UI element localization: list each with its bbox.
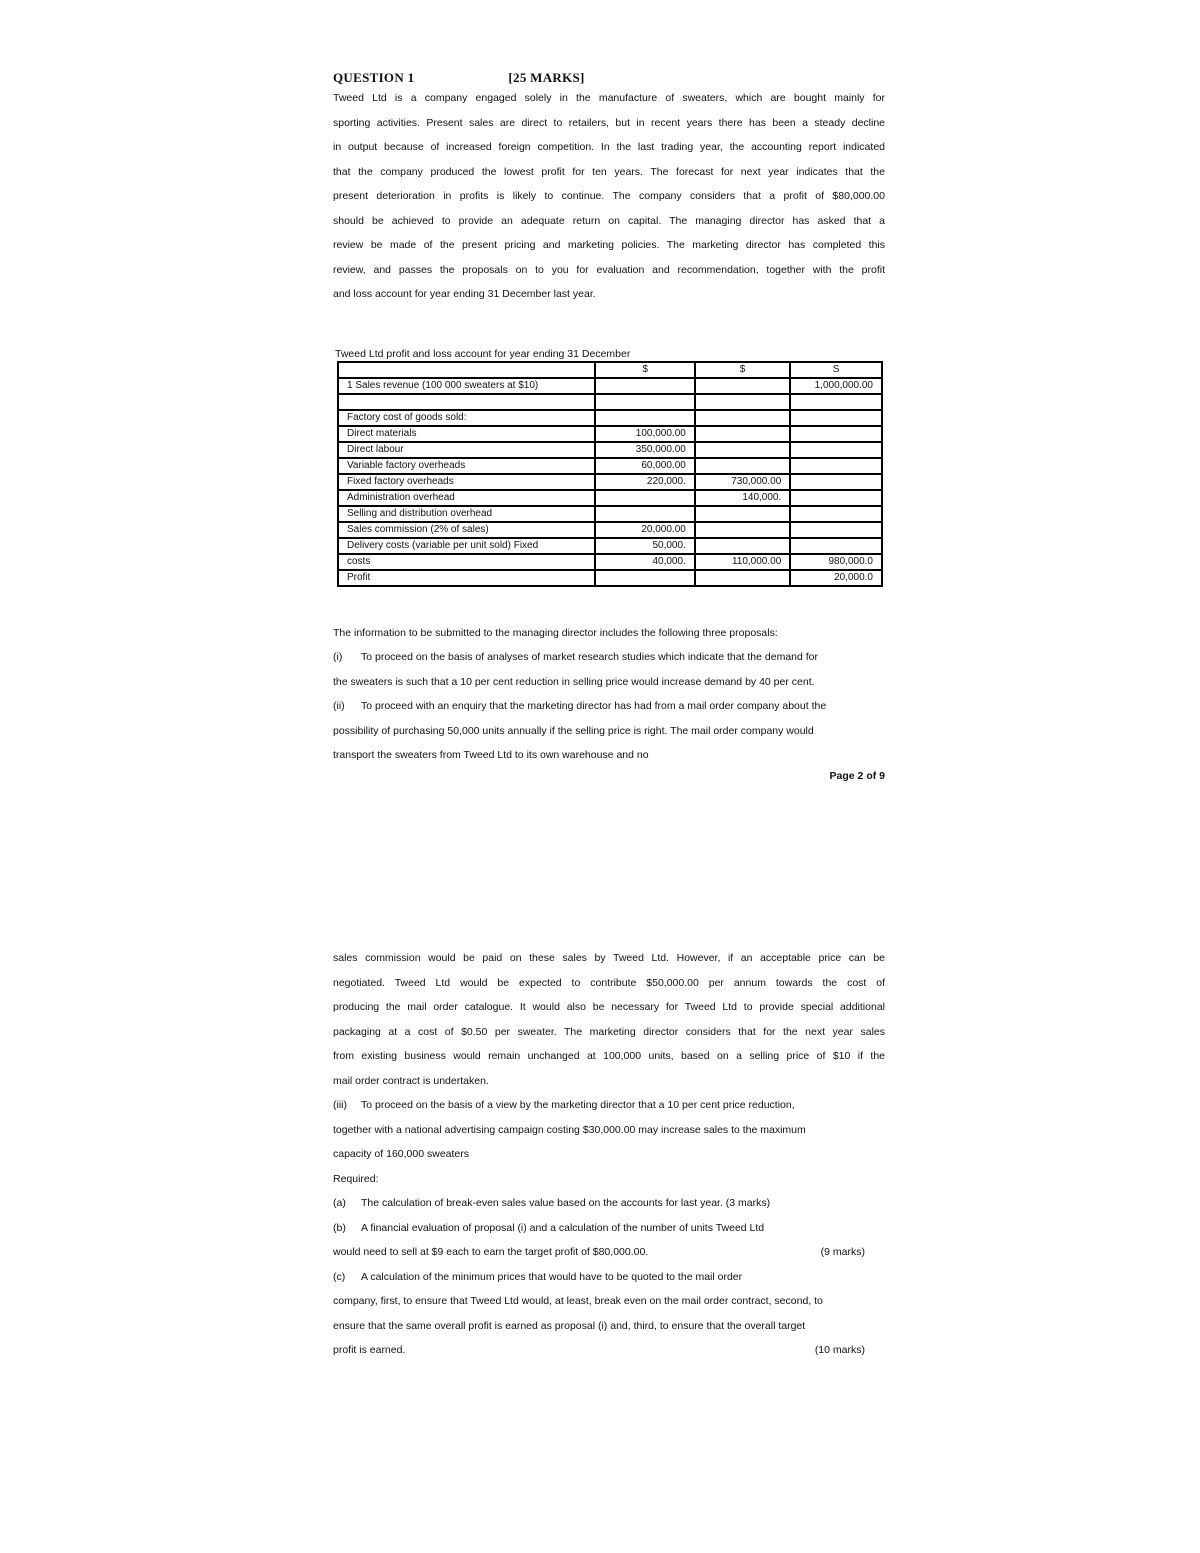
table-header-cell: S: [790, 362, 882, 378]
requirement-a-number: (a): [333, 1197, 346, 1209]
table-cell-amount: [790, 458, 882, 474]
table-caption: Tweed Ltd profit and loss account for year ending 31 December: [335, 347, 631, 360]
question-marks: [25 MARKS]: [508, 70, 585, 85]
proposal-1-line-1: To proceed on the basis of analyses of market research studies which indicate that the demand for: [361, 651, 819, 663]
table-cell-amount: [790, 490, 882, 506]
proposal-2: [333, 694, 885, 768]
table-cell-amount: [790, 394, 882, 410]
table-cell-amount: [595, 394, 694, 410]
table-header-cell: $: [695, 362, 790, 378]
table-cell-amount: [790, 442, 882, 458]
proposal-2-number: (ii): [333, 700, 345, 712]
continuation-line-1: sales commission would be paid on these sales by Tweed Ltd. However, if an acceptable price can be: [333, 952, 885, 964]
intro-line-1: Tweed Ltd is a company engaged solely in the manufacture of sweaters, which are bought mainly for: [333, 92, 885, 104]
requirement-c-line-4: profit is earned.: [333, 1344, 406, 1356]
requirement-c-continued: [333, 1289, 885, 1363]
intro-line-4: that the company produced the lowest profit for ten years. The forecast for next year indicates that the: [333, 165, 885, 178]
question-heading: [333, 70, 885, 86]
proposal-3-number: (iii): [333, 1099, 347, 1111]
table-row-label: Variable factory overheads: [338, 458, 595, 474]
table-row-label: Delivery costs (variable per unit sold) Fixed: [338, 538, 595, 554]
table-cell-amount: [695, 506, 790, 522]
table-cell-amount: [790, 410, 882, 426]
table-cell-amount: [790, 506, 882, 522]
continuation-line-5: from existing business would remain unchanged at 100,000 units, based on a selling price of $10 if the: [333, 1050, 885, 1062]
intro-line-2: sporting activities. Present sales are direct to retailers, but in recent years there has been a steady decline: [333, 116, 885, 129]
table-row: [338, 506, 882, 522]
table-row: [338, 538, 882, 554]
table-cell-amount: [695, 410, 790, 426]
table-row-label: costs: [338, 554, 595, 570]
table-cell-amount: 50,000.: [595, 538, 694, 554]
table-cell-amount: [695, 426, 790, 442]
table-row: [338, 570, 882, 586]
requirement-c-line-2: company, first, to ensure that Tweed Ltd would, at least, break even on the mail order contract, second, to: [333, 1295, 823, 1307]
requirement-a: [333, 1191, 885, 1216]
intro-line-7: review be made of the present pricing and marketing policies. The marketing director has completed this: [333, 239, 885, 251]
requirement-b-line-1: A financial evaluation of proposal (i) and a calculation of the number of units Tweed Ltd: [361, 1221, 765, 1234]
requirement-c-line-3: ensure that the same overall profit is earned as proposal (i) and, third, to ensure that the overall target: [333, 1319, 806, 1332]
page-2-upper: [333, 70, 885, 782]
table-row: [338, 474, 882, 490]
table-header-row: [338, 362, 882, 378]
table-cell-amount: [695, 442, 790, 458]
proposal-2-line-3: transport the sweaters from Tweed Ltd to its own warehouse and no: [333, 749, 649, 761]
table-cell-amount: [790, 426, 882, 442]
table-row-label: Sales commission (2% of sales): [338, 522, 595, 538]
table-row-label: Profit: [338, 570, 595, 586]
table-header-cell: $: [595, 362, 694, 378]
table-cell-amount: [595, 570, 694, 586]
table-cell-amount: [595, 506, 694, 522]
table-cell-amount: 20,000.0: [790, 570, 882, 586]
proposal-2-line-2: possibility of purchasing 50,000 units annually if the selling price is right. The mail order company would: [333, 724, 814, 737]
continuation-line-6: mail order contract is undertaken.: [333, 1074, 489, 1087]
table-cell-amount: 220,000.: [595, 474, 694, 490]
intro-line-5: present deterioration in profits is likely to continue. The company considers that a profit of $80,000.00: [333, 190, 885, 202]
table-row-label: Administration overhead: [338, 490, 595, 506]
table-row: [338, 410, 882, 426]
table-cell-amount: 140,000.: [695, 490, 790, 506]
table-cell-amount: 730,000.00: [695, 474, 790, 490]
table-header-cell: [338, 362, 595, 378]
profit-loss-table: [337, 361, 883, 587]
table-cell-amount: [595, 378, 694, 394]
table-row: [338, 490, 882, 506]
table-row: [338, 458, 882, 474]
table-row-label: Direct labour: [338, 442, 595, 458]
requirement-b-marks: (9 marks): [820, 1246, 865, 1258]
requirement-c-number: (c): [333, 1270, 346, 1283]
intro-line-8: review, and passes the proposals on to you for evaluation and recommendation, together with the profit: [333, 263, 885, 276]
table-row: [338, 442, 882, 458]
requirement-b: [333, 1216, 885, 1265]
proposal-3-line-3: capacity of 160,000 sweaters: [333, 1148, 469, 1160]
table-cell-amount: 1,000,000.00: [790, 378, 882, 394]
table-cell-amount: 20,000.00: [595, 522, 694, 538]
table-cell-amount: [695, 570, 790, 586]
table-cell-amount: 100,000.00: [595, 426, 694, 442]
table-row: [338, 522, 882, 538]
proposal-3: [333, 1093, 885, 1167]
intro-paragraph: [333, 86, 885, 307]
requirement-a-text: The calculation of break-even sales value based on the accounts for last year. (3 marks): [361, 1197, 771, 1209]
requirement-b-number: (b): [333, 1221, 346, 1234]
question-title: QUESTION 1: [333, 70, 415, 85]
table-row-label: 1 Sales revenue (100 000 sweaters at $10): [338, 378, 595, 394]
table-row-label: [338, 394, 595, 410]
required-label: Required:: [333, 1172, 379, 1185]
table-row-label: Factory cost of goods sold:: [338, 410, 595, 426]
table-cell-amount: 60,000.00: [595, 458, 694, 474]
table-row: [338, 378, 882, 394]
continuation-paragraph: [333, 946, 885, 1093]
proposal-1-line-2: the sweaters is such that a 10 per cent reduction in selling price would increase demand by 40 per cent.: [333, 675, 815, 688]
proposal-1: [333, 645, 885, 694]
proposal-3-line-1: To proceed on the basis of a view by the marketing director that a 10 per cent price reduction,: [361, 1099, 795, 1111]
table-cell-amount: [790, 474, 882, 490]
table-row-label: Fixed factory overheads: [338, 474, 595, 490]
table-cell-amount: 980,000.0: [790, 554, 882, 570]
intro-line-6: should be achieved to provide an adequate return on capital. The managing director has asked that a: [333, 214, 885, 227]
intro-line-3: in output because of increased foreign competition. In the last trading year, the accounting report indicated: [333, 141, 885, 153]
table-cell-amount: [595, 490, 694, 506]
table-cell-amount: 110,000.00: [695, 554, 790, 570]
table-cell-amount: [695, 458, 790, 474]
proposals-intro: The information to be submitted to the managing director includes the following three proposals:: [333, 626, 778, 639]
table-row-label: Direct materials: [338, 426, 595, 442]
intro-line-9: and loss account for year ending 31 December last year.: [333, 288, 596, 300]
table-row: [338, 554, 882, 570]
continuation-line-4: packaging at a cost of $0.50 per sweater. The marketing director considers that for the next year sales: [333, 1025, 885, 1038]
requirement-c-line-1: A calculation of the minimum prices that would have to be quoted to the mail order: [361, 1270, 743, 1283]
table-row: [338, 394, 882, 410]
continuation-line-2: negotiated. Tweed Ltd would be expected to contribute $50,000.00 per annum towards the cost of: [333, 976, 885, 989]
requirement-c: [333, 1265, 885, 1290]
proposal-1-number: (i): [333, 651, 343, 663]
table-cell-amount: [595, 410, 694, 426]
table-cell-amount: [695, 394, 790, 410]
requirement-c-marks: (10 marks): [814, 1344, 865, 1356]
continuation-line-3: producing the mail order catalogue. It would also be necessary for Tweed Ltd to provide special additional: [333, 1001, 885, 1013]
page-number: Page 2 of 9: [829, 769, 885, 782]
proposal-3-line-2: together with a national advertising campaign costing $30,000.00 may increase sales to the maximum: [333, 1123, 806, 1136]
table-cell-amount: 350,000.00: [595, 442, 694, 458]
table-cell-amount: 40,000.: [595, 554, 694, 570]
requirement-b-line-2: would need to sell at $9 each to earn the target profit of $80,000.00.: [333, 1246, 649, 1258]
table-cell-amount: [790, 522, 882, 538]
table-row-label: Selling and distribution overhead: [338, 506, 595, 522]
table-cell-amount: [695, 538, 790, 554]
table-cell-amount: [695, 522, 790, 538]
table-cell-amount: [790, 538, 882, 554]
table-cell-amount: [695, 378, 790, 394]
page-2-continuation: [333, 946, 885, 1363]
proposal-2-line-1: To proceed with an enquiry that the marketing director has had from a mail order company about the: [361, 700, 827, 712]
table-row: [338, 426, 882, 442]
